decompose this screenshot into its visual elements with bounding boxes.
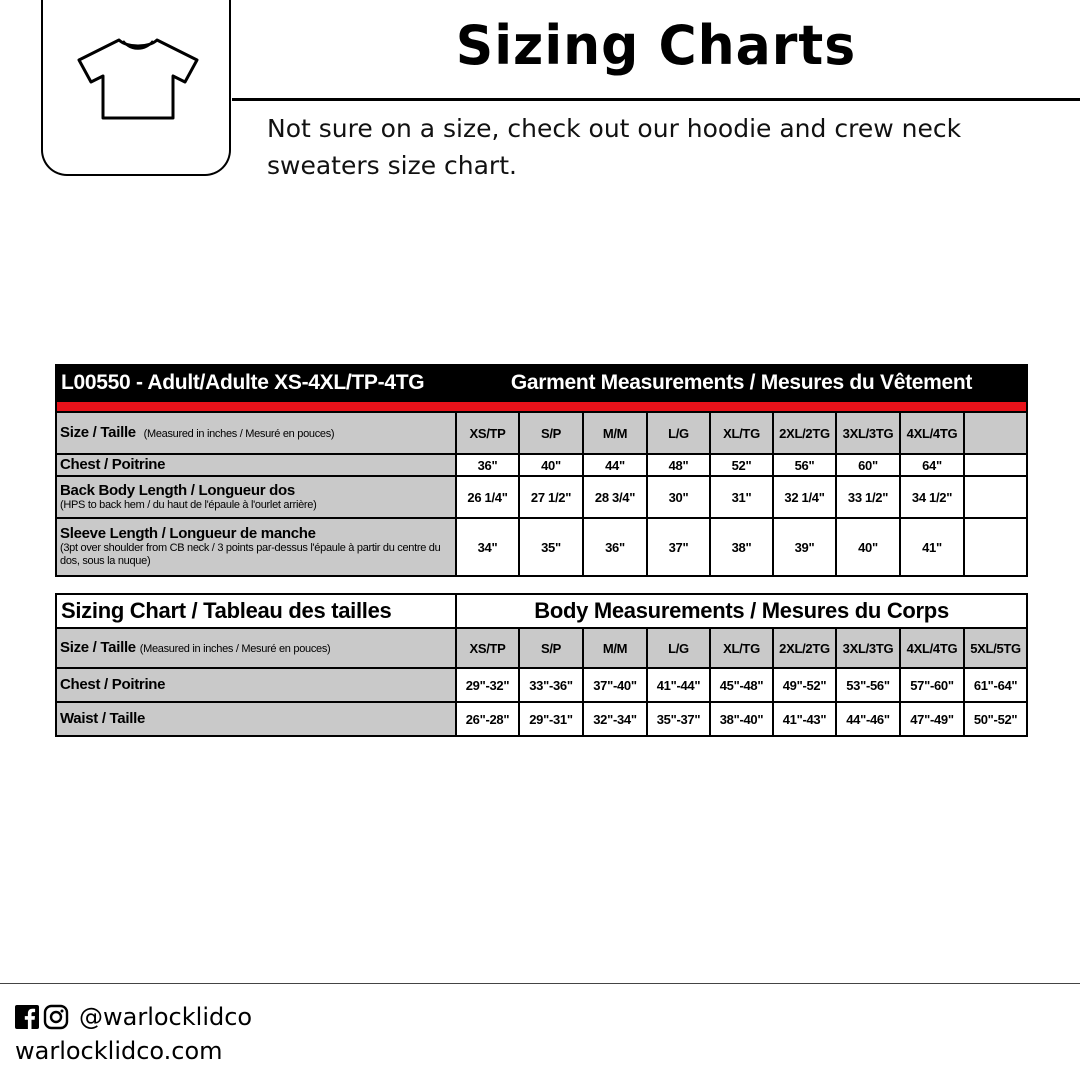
body-size-label: Size / Taille (60, 638, 136, 656)
garment-size-header: 4XL/4TG (900, 412, 964, 454)
body-size-header: L/G (647, 628, 710, 668)
body-size-header: XS/TP (456, 628, 519, 668)
table-cell: 60" (836, 454, 900, 476)
table-cell: 45"-48" (710, 668, 773, 702)
table-cell: 36" (456, 454, 519, 476)
garment-size-label-cell (56, 412, 456, 454)
table-cell: 53"-56" (836, 668, 900, 702)
table-cell: 40" (519, 454, 583, 476)
table-cell: 44" (583, 454, 647, 476)
page-title: Sizing Charts (455, 14, 857, 78)
garment-red-stripe (56, 401, 1027, 412)
table-cell (964, 454, 1027, 476)
table-cell: 29"-31" (519, 702, 583, 736)
instagram-icon[interactable] (43, 1004, 69, 1030)
tshirt-icon-card (41, 0, 231, 176)
table-cell: 48" (647, 454, 710, 476)
table-cell: 52" (710, 454, 773, 476)
body-size-header: 5XL/5TG (964, 628, 1027, 668)
body-size-label-cell (56, 628, 456, 668)
body-size-header: S/P (519, 628, 583, 668)
table-cell: 26"-28" (456, 702, 519, 736)
garment-measurements-table (55, 364, 1028, 577)
body-size-header: 4XL/4TG (900, 628, 964, 668)
body-size-note: (Measured in inches / Mesuré en pouces) (139, 642, 331, 655)
table-cell: 41"-43" (773, 702, 836, 736)
row-label-cell (56, 518, 456, 576)
body-size-header: 3XL/3TG (836, 628, 900, 668)
garment-size-header: 3XL/3TG (836, 412, 900, 454)
row-note: (HPS to back hem / du haut de l'épaule à l'ourlet arrière) (60, 498, 317, 511)
table-cell: 28 3/4" (583, 476, 647, 518)
garment-heading: Garment Measurements / Mesures du Vêtement (456, 365, 1027, 401)
table-cell: 30" (647, 476, 710, 518)
table-cell: 32"-34" (583, 702, 647, 736)
table-cell: 39" (773, 518, 836, 576)
social-handle[interactable]: @warlocklidco (79, 1003, 253, 1031)
table-cell: 64" (900, 454, 964, 476)
row-label: Chest / Poitrine (56, 454, 456, 476)
body-size-header: 2XL/2TG (773, 628, 836, 668)
garment-back-length-row (56, 476, 1027, 518)
table-cell: 61"-64" (964, 668, 1027, 702)
body-chest-row (56, 668, 1027, 702)
table-cell: 34" (456, 518, 519, 576)
body-waist-row (56, 702, 1027, 736)
table-cell: 47"-49" (900, 702, 964, 736)
table-cell: 33"-36" (519, 668, 583, 702)
facebook-icon[interactable] (15, 1005, 39, 1029)
table-cell: 37" (647, 518, 710, 576)
row-label: Waist / Taille (56, 702, 456, 736)
table-cell: 38" (710, 518, 773, 576)
garment-size-header: 2XL/2TG (773, 412, 836, 454)
garment-size-header: XS/TP (456, 412, 519, 454)
table-cell: 37"-40" (583, 668, 647, 702)
footer-divider (0, 983, 1080, 984)
garment-size-header: XL/TG (710, 412, 773, 454)
garment-size-row (56, 412, 1027, 454)
table-cell: 41"-44" (647, 668, 710, 702)
garment-sleeve-row (56, 518, 1027, 576)
table-cell: 35" (519, 518, 583, 576)
garment-chest-row (56, 454, 1027, 476)
tshirt-icon (77, 36, 199, 122)
row-label-cell (56, 476, 456, 518)
table-cell: 27 1/2" (519, 476, 583, 518)
table-cell: 38"-40" (710, 702, 773, 736)
garment-size-header: M/M (583, 412, 647, 454)
body-table-title: Sizing Chart / Tableau des tailles (56, 594, 456, 628)
table-cell: 40" (836, 518, 900, 576)
body-size-row (56, 628, 1027, 668)
garment-size-header (964, 412, 1027, 454)
table-cell: 35"-37" (647, 702, 710, 736)
title-divider (232, 98, 1080, 101)
row-label: Sleeve Length / Longueur de manche (60, 525, 316, 542)
table-cell: 29"-32" (456, 668, 519, 702)
table-cell: 50"-52" (964, 702, 1027, 736)
table-cell: 49"-52" (773, 668, 836, 702)
table-cell (964, 518, 1027, 576)
row-label: Back Body Length / Longueur dos (60, 481, 295, 499)
table-cell: 56" (773, 454, 836, 476)
body-table-heading: Body Measurements / Mesures du Corps (456, 594, 1027, 628)
table-cell: 31" (710, 476, 773, 518)
table-cell (964, 476, 1027, 518)
garment-size-label: Size / Taille (60, 423, 136, 441)
table-cell: 34 1/2" (900, 476, 964, 518)
table-cell: 32 1/4" (773, 476, 836, 518)
social-row (15, 1002, 252, 1032)
body-size-header: XL/TG (710, 628, 773, 668)
table-cell: 57"-60" (900, 668, 964, 702)
garment-size-header: S/P (519, 412, 583, 454)
row-label: Chest / Poitrine (56, 668, 456, 702)
table-cell: 44"-46" (836, 702, 900, 736)
garment-size-header: L/G (647, 412, 710, 454)
row-note: (3pt over shoulder from CB neck / 3 points par-dessus l'épaule à partir du centre du dos, sous la nuque) (60, 542, 441, 567)
website-link[interactable]: warlocklidco.com (15, 1037, 223, 1065)
table-cell: 41" (900, 518, 964, 576)
garment-size-note: (Measured in inches / Mesuré en pouces) (143, 427, 335, 440)
table-cell: 36" (583, 518, 647, 576)
page-subtitle: Not sure on a size, check out our hoodie and crew neck sweaters size chart. (267, 114, 962, 180)
table-cell: 33 1/2" (836, 476, 900, 518)
table-cell: 26 1/4" (456, 476, 519, 518)
body-size-header: M/M (583, 628, 647, 668)
garment-product-title: L00550 - Adult/Adulte XS-4XL/TP-4TG (56, 365, 456, 401)
body-measurements-table (55, 593, 1028, 737)
